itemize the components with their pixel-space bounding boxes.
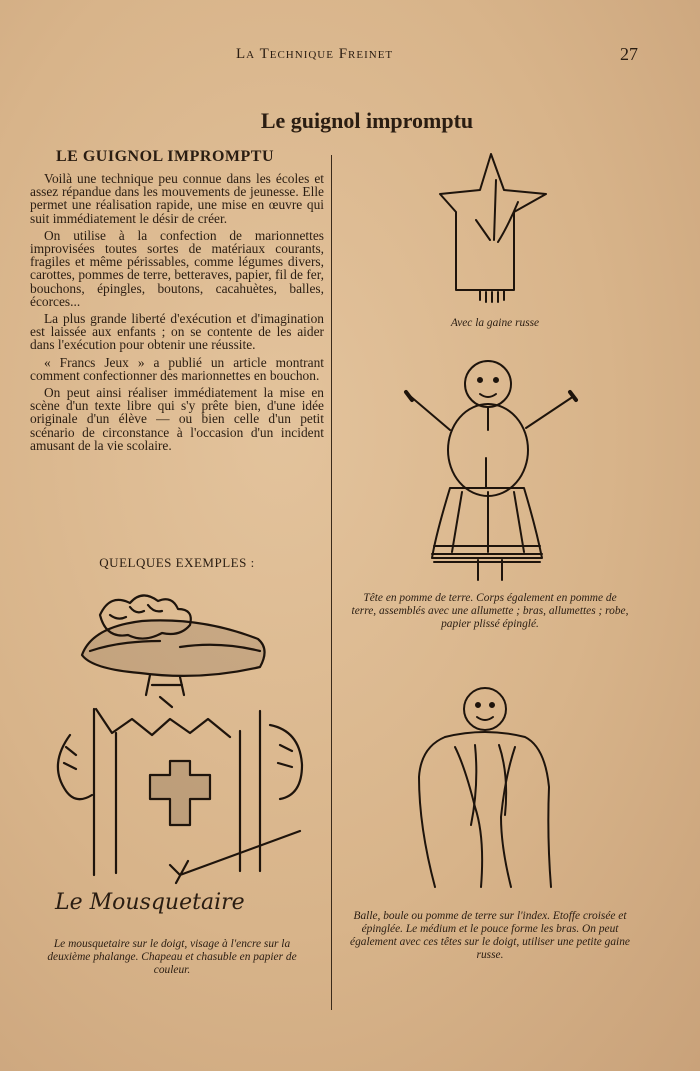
paragraph: « Francs Jeux » a publié un article montrant comment confectionner des marionnettes en bouchon. (30, 354, 324, 383)
paragraph: La plus grande liberté d'exécution et d'imagination est laissée aux enfants ; on se contente de les aider dans l'exécution pour obtenir une réussite. (30, 311, 324, 353)
ball-puppet-drawing (415, 685, 555, 897)
paragraph: On utilise à la confection de marionnettes improvisées toutes sortes de matériaux courants, fragiles et même périssables, comme légumes divers, carottes, pommes de terre, betteraves, papier, fil de fer, bouchons, épingles, boutons, cacahuètes, balles, écorces... (30, 227, 324, 309)
column-divider (331, 155, 332, 1010)
paragraph: Voilà une technique peu connue dans les écoles et assez répandue dans les mouvements de jeunesse. Elle permet une réalisation rapide, une mise en œuvre qui suit immédiatement le désir de créer. (30, 171, 324, 226)
page-number: 27 (620, 44, 638, 64)
examples-heading: QUELQUES EXEMPLES : (99, 555, 255, 570)
musketeer-drawing (30, 585, 320, 895)
page-header (0, 44, 700, 68)
ball-puppet-caption: Balle, boule ou pomme de terre sur l'index. Etoffe croisée et épinglée. Le médium et le pouce forme les bras. On peut également avec ces têtes sur le doigt, utiliser une petite gaine russe. (350, 910, 630, 961)
musketeer-handwritten-label: Le Mousquetaire (55, 890, 245, 915)
running-title: La Technique Freinet (236, 46, 394, 62)
star-puppet-caption: Avec la gaine russe (450, 317, 540, 329)
section-heading: LE GUIGNOL IMPROMPTU (56, 148, 275, 165)
star-puppet-drawing (436, 150, 551, 305)
potato-puppet-drawing (402, 358, 582, 586)
article-title: Le guignol impromptu (260, 108, 474, 133)
paragraph: On peut ainsi réaliser immédiatement la mise en scène d'un texte libre qui s'y prête bien, d'une idée originale d'un élève — ou bien celle d'un petit scénario de circonstance à l'occasion d'un incident amusant de la vie scolaire. (30, 385, 324, 453)
potato-puppet-caption: Tête en pomme de terre. Corps également en pomme de terre, assemblés avec une allumette ; bras, allumettes ; robe, papier plissé épinglé. (351, 592, 629, 630)
musketeer-caption: Le mousquetaire sur le doigt, visage à l'encre sur la deuxième phalange. Chapeau et chasuble en papier de couleur. (47, 938, 297, 976)
left-column (30, 148, 324, 456)
